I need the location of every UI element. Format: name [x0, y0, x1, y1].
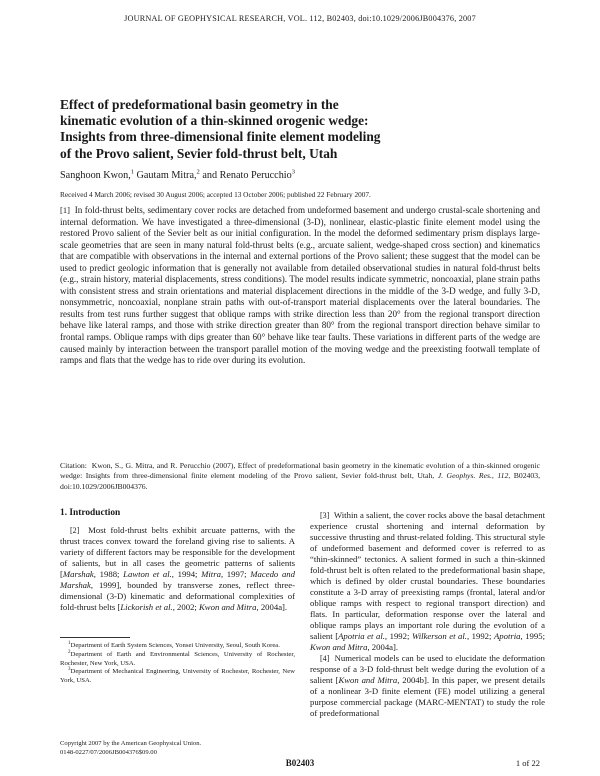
author-name: Gautam Mitra,: [134, 170, 197, 181]
paragraph: [310, 653, 545, 719]
paragraph-number: [2]: [70, 526, 80, 535]
citation-text: Kwon, S., G. Mitra, and R. Perucchio (2007), Effect of predeformational basin geometry in the kinematic evolution of a thin-skinned orogenic wedge: Insights from three-dimensional finite element modeling of the Provo salient, Sevier fold-thrust belt, Utah,: [60, 461, 540, 481]
paragraph-text: , 1992;: [466, 631, 494, 641]
title-line: Insights from three-dimensional finite element modeling: [60, 129, 381, 145]
paragraph: [310, 510, 545, 653]
author-name: and Renato Perucchio: [199, 170, 292, 181]
left-column: [60, 505, 295, 613]
footnote-divider: [60, 637, 130, 638]
title-line: Effect of predeformational basin geometry in the: [60, 97, 339, 112]
footnote-text: Department of Earth System Sciences, Yonsei University, Seoul, South Korea.: [70, 642, 280, 649]
footnote: [60, 668, 295, 686]
footnote: [60, 651, 295, 669]
reference: Mitra: [201, 569, 221, 579]
section-heading: 1. Introduction: [60, 508, 121, 518]
reference: Lickorish et al.: [120, 602, 173, 612]
article-title: [60, 97, 530, 162]
paragraph-text: , 2004a].: [256, 602, 288, 612]
reference: Marshak: [62, 569, 94, 579]
author-affiliation-mark: 3: [291, 168, 295, 176]
paragraph-text: , 1992;: [384, 631, 412, 641]
copyright-line: Copyright 2007 by the American Geophysical Union.: [60, 740, 202, 747]
journal-header: JOURNAL OF GEOPHYSICAL RESEARCH, VOL. 112, B02403, doi:10.1029/2006JB004376, 2007: [124, 14, 476, 23]
paragraph-text: , 2002;: [172, 602, 200, 612]
author-list: [60, 170, 295, 181]
paragraph-number: [3]: [320, 511, 330, 520]
citation-lead: Citation:: [60, 461, 87, 470]
footnotes: [60, 642, 295, 686]
citation-block: [60, 461, 540, 492]
paragraph-text: , 2004a].: [367, 642, 399, 652]
reference: Apotria et al.: [338, 631, 385, 641]
paragraph-number: [1]: [60, 205, 70, 215]
paragraph-text: Numerical models can be used to elucidate the deformation response of a 3-D fold-thrust belt wedge during the evolution of a salient [: [310, 653, 545, 685]
reference: Wilkerson et al.: [411, 631, 467, 641]
paragraph-text: , 1988;: [93, 569, 124, 579]
footnote-text: Department of Mechanical Engineering, University of Rochester, Rochester, New York, USA.: [60, 668, 295, 685]
paragraph-text: , 1995;: [520, 631, 545, 641]
citation-doi: B02403, doi:10.1029/2006JB004376.: [60, 471, 541, 491]
paragraph-number: [4]: [320, 654, 330, 663]
reference: Kwon and Mitra: [338, 675, 398, 685]
paragraph-text: Within a salient, the cover rocks above the basal detachment experience crustal shortening and internal deformation by successive thrusting and thrust-related folding. This structural style of undeformed basement and deformed cover is referred to as “thin-skinned” tectonics. A salient formed in such a thin-skinned fold-thrust belt is often related to the predeformational basin shape, which is defined by older crustal boundaries. These boundaries constitute a 3-D array of preexisting ramps (frontal, lateral and/or oblique ramps with respect to regional transport direction) and flats. In particular, deformation response over the lateral and oblique ramps plays an important role during the evolution of a salient [: [310, 510, 545, 641]
reference: Kwon and Mitra: [310, 642, 368, 652]
footnote-mark: 3: [68, 667, 71, 673]
author-affiliation-mark: 1: [130, 168, 134, 176]
reference: Lawton et al.: [123, 569, 172, 579]
article-id-footer: B02403: [285, 758, 315, 768]
paragraph-text: , 1994;: [171, 569, 202, 579]
abstract: [60, 205, 540, 367]
author-affiliation-mark: 2: [196, 168, 200, 176]
title-line: kinematic evolution of a thin-skinned orogenic wedge:: [60, 113, 369, 129]
page-number: 1 of 22: [515, 758, 540, 768]
copyright-notice: [60, 740, 201, 757]
footnote-mark: 1: [68, 640, 71, 646]
footnote: [60, 642, 295, 651]
author-name: Sanghoon Kwon,: [60, 170, 131, 181]
citation-journal: J. Geophys. Res., 112,: [437, 471, 511, 481]
paragraph-text: , 2004b]. In this paper, we present details of a nonlinear 3-D finite element (FE) model utilizing a general purpose commercial package (MARC-MENTAT) to study the role of predeformational: [310, 675, 545, 718]
paragraph-text: , 1997;: [220, 569, 251, 579]
footnote-text: Department of Earth and Environmental Sciences, University of Rochester, Rochester, New York, USA.: [60, 650, 295, 667]
reference: Macedo and Marshak: [60, 569, 295, 590]
received-dates: Received 4 March 2006; revised 30 August 2006; accepted 13 October 2006; published 22 February 2007.: [60, 190, 371, 199]
footnote-mark: 2: [68, 649, 71, 655]
paragraph-text: Most fold-thrust belts exhibit arcuate patterns, with the thrust traces convex toward the foreland giving rise to salients. A variety of different factors may be responsible for the development of salients, but in all cases the geometric patterns of salients [: [60, 525, 295, 579]
copyright-line: 0148-0227/07/2006JB004376$09.00: [60, 748, 157, 756]
paragraph: [60, 525, 295, 613]
right-column: [310, 510, 545, 719]
reference: Kwon and Mitra: [199, 602, 257, 612]
title-line: of the Provo salient, Sevier fold-thrust belt, Utah: [60, 145, 338, 161]
abstract-text: In fold-thrust belts, sedimentary cover rocks are detached from undeformed basement and undergo crustal-scale shortening and internal deformation. We have investigated a three-dimensional (3-D), nonlinear, elastic-plastic finite element model using the restored Provo salient of the Sevier belt as our initial configuration. In the model the deformed sedimentary prism displays large-scale geometries that are seen in many natural fold-thrust belts (e.g., arcuate salient, wedge-shaped cross section) and kinematics that are compatible with observations in the internal and external portions of the Provo salient; these suggest that the model can be used to predict geologic information that is generally not available from detailed observational studies in natural fold-thrust belts (e.g., strain history, material displacements, stress conditions). The model results indicate symmetric, noncoaxial, plane strain paths with consistent stress and strain orientations and material displacement directions in the middle of the 3-D wedge, and fully 3-D, nonsymmetric, noncoaxial, nonplane strain paths with out-of-transport material displacements over the lateral boundaries. The results from test runs further suggest that oblique ramps with strike direction less than 20° from the regional transport direction behave like lateral ramps, and those with strike direction greater than 80° from the regional transport direction behave similar to frontal ramps. Oblique ramps with dips greater than 60° behave like tear faults. These variations in different parts of the wedge are caused mainly by interaction between the transport parallel motion of the moving wedge and the preexisting footwall template of ramps and flats that the wedge has to ride over during its evolution.: [60, 205, 541, 366]
paragraph-text: , 1999], bounded by transverse zones, reflect three-dimensional (3-D) kinematic and deformational complexities of fold-thrust belts [: [60, 580, 295, 612]
reference: Apotria: [493, 631, 521, 641]
